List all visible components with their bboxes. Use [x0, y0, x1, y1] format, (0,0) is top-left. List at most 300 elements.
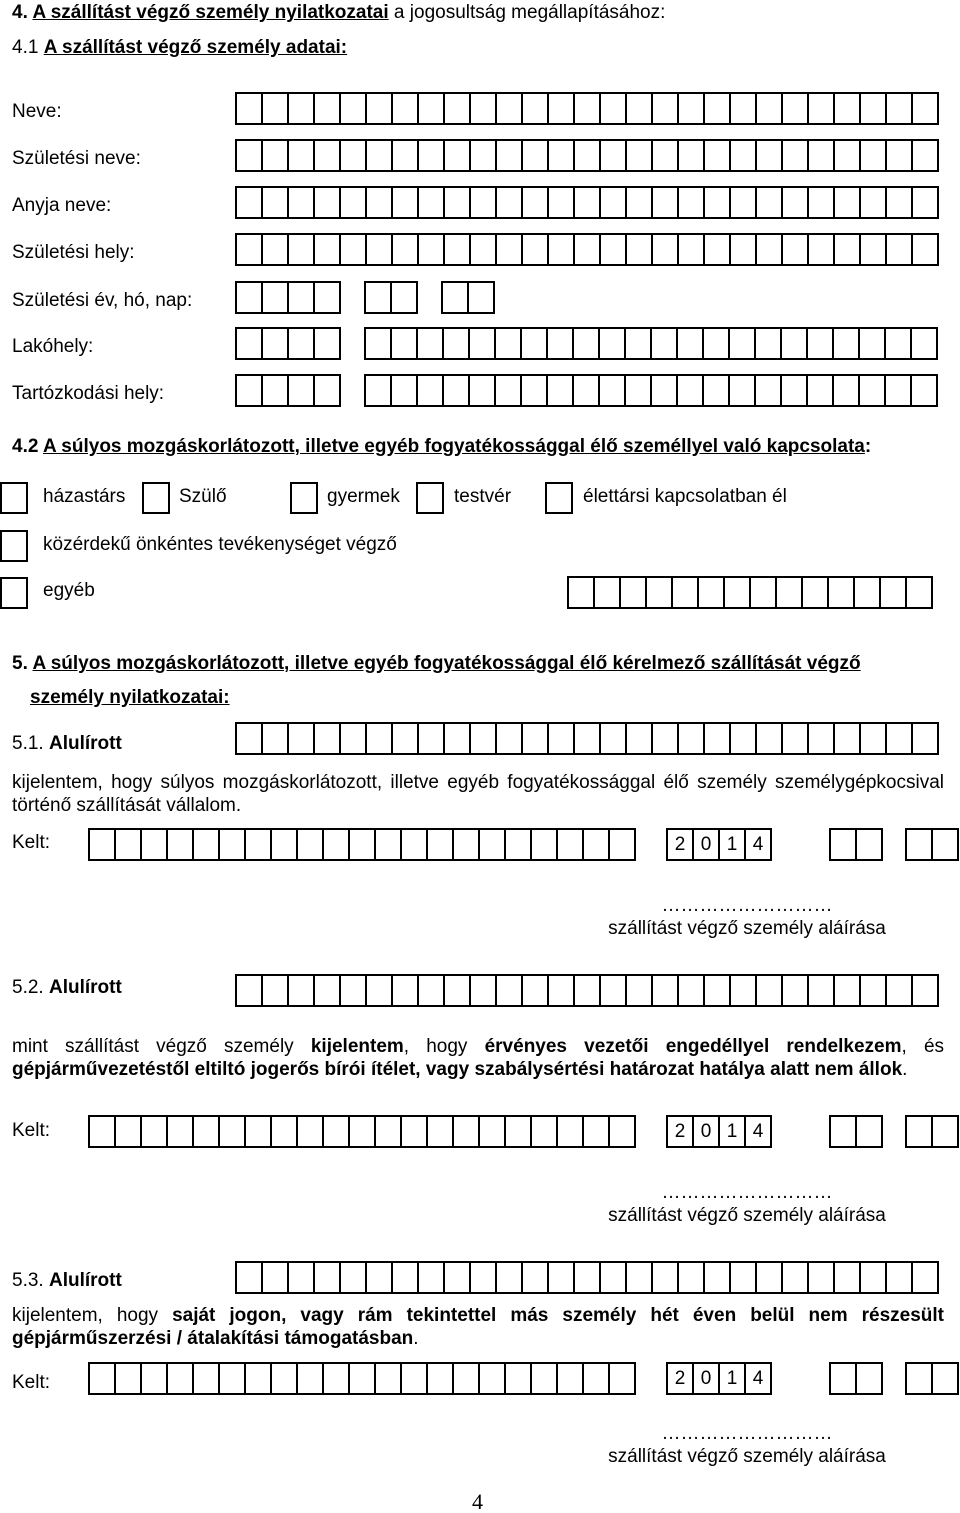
input-box-cell[interactable] — [246, 1362, 272, 1395]
input-box-cell[interactable] — [445, 139, 471, 172]
input-box-cell[interactable] — [237, 722, 263, 755]
s53-kelt-year-boxes[interactable] — [666, 1362, 772, 1395]
input-box-cell[interactable] — [272, 828, 298, 861]
input-box-cell[interactable] — [835, 1261, 861, 1294]
input-box-cell[interactable] — [549, 139, 575, 172]
input-box-cell[interactable] — [834, 374, 860, 407]
input-box-cell[interactable] — [418, 374, 444, 407]
input-box-cell[interactable] — [289, 233, 315, 266]
input-box-cell[interactable] — [731, 186, 757, 219]
input-box-cell[interactable] — [601, 186, 627, 219]
input-box-cell[interactable] — [730, 374, 756, 407]
input-box-cell[interactable] — [523, 139, 549, 172]
input-box-cell[interactable] — [392, 281, 418, 314]
input-box-cell[interactable] — [829, 576, 855, 609]
input-box-cell[interactable] — [835, 233, 861, 266]
input-box-cell[interactable] — [627, 974, 653, 1007]
input-box-cell[interactable] — [861, 92, 887, 125]
input-box-cell[interactable] — [679, 186, 705, 219]
other-relationship-input-boxes[interactable] — [567, 576, 933, 609]
input-box-cell[interactable] — [246, 1115, 272, 1148]
input-box-cell[interactable] — [532, 828, 558, 861]
s51-name-input-boxes[interactable] — [235, 722, 939, 755]
input-box-cell[interactable] — [887, 92, 913, 125]
input-box-cell[interactable] — [855, 576, 881, 609]
input-box-cell[interactable] — [610, 1362, 636, 1395]
input-box-cell[interactable] — [831, 1115, 857, 1148]
input-box-cell[interactable] — [678, 327, 704, 360]
input-box-cell[interactable] — [679, 974, 705, 1007]
input-box-cell[interactable] — [471, 233, 497, 266]
input-box-cell[interactable] — [575, 139, 601, 172]
input-box-cell[interactable] — [445, 92, 471, 125]
input-box-cell[interactable] — [263, 186, 289, 219]
input-box-cell[interactable] — [575, 722, 601, 755]
input-box-cell[interactable] — [783, 233, 809, 266]
input-box-cell[interactable] — [471, 186, 497, 219]
s53-kelt-month-boxes[interactable] — [829, 1362, 883, 1395]
input-box-cell[interactable] — [569, 576, 595, 609]
input-box-cell[interactable] — [237, 139, 263, 172]
input-box-cell[interactable] — [341, 1261, 367, 1294]
input-box-cell[interactable] — [704, 374, 730, 407]
input-box-cell[interactable] — [428, 1115, 454, 1148]
input-box-cell[interactable] — [647, 576, 673, 609]
input-box-cell[interactable] — [834, 327, 860, 360]
input-box-cell[interactable] — [549, 974, 575, 1007]
input-box-cell[interactable] — [168, 1115, 194, 1148]
input-box-cell[interactable] — [237, 281, 263, 314]
input-box-cell[interactable] — [679, 139, 705, 172]
input-box-cell[interactable] — [782, 327, 808, 360]
input-box-cell[interactable] — [679, 233, 705, 266]
input-box-cell[interactable] — [376, 1362, 402, 1395]
s53-name-input-boxes[interactable] — [235, 1261, 939, 1294]
input-box-cell[interactable] — [142, 828, 168, 861]
input-box-cell[interactable] — [913, 233, 939, 266]
input-box-cell[interactable] — [705, 722, 731, 755]
input-box-cell[interactable] — [887, 139, 913, 172]
checkbox-child[interactable] — [290, 482, 318, 514]
input-box-cell[interactable] — [263, 233, 289, 266]
input-box-cell[interactable] — [861, 233, 887, 266]
input-box-cell[interactable] — [168, 1362, 194, 1395]
checkbox-sibling[interactable] — [416, 482, 444, 514]
input-box-cell[interactable] — [809, 974, 835, 1007]
input-box-cell[interactable] — [584, 828, 610, 861]
input-box-cell[interactable] — [497, 92, 523, 125]
input-box-cell[interactable] — [194, 1362, 220, 1395]
input-box-cell[interactable] — [757, 139, 783, 172]
input-box-cell[interactable] — [584, 1362, 610, 1395]
input-box-cell[interactable] — [809, 1261, 835, 1294]
input-box-cell[interactable] — [497, 233, 523, 266]
input-box-cell[interactable] — [289, 281, 315, 314]
input-box-cell[interactable] — [444, 374, 470, 407]
input-box-cell[interactable] — [419, 233, 445, 266]
input-box-cell[interactable] — [392, 327, 418, 360]
input-box-cell[interactable] — [522, 327, 548, 360]
input-box-cell[interactable] — [601, 92, 627, 125]
input-box-cell[interactable] — [419, 139, 445, 172]
input-box-cell[interactable] — [522, 374, 548, 407]
input-box-cell[interactable] — [263, 92, 289, 125]
input-box-cell[interactable] — [116, 828, 142, 861]
input-box-cell[interactable] — [418, 327, 444, 360]
input-box-cell[interactable] — [289, 974, 315, 1007]
input-box-cell[interactable] — [445, 974, 471, 1007]
s52-kelt-place-boxes[interactable] — [88, 1115, 636, 1148]
input-box-cell[interactable] — [777, 576, 803, 609]
input-box-cell[interactable] — [831, 828, 857, 861]
input-box-cell[interactable] — [298, 1115, 324, 1148]
input-box-cell[interactable] — [933, 828, 959, 861]
input-box-cell[interactable] — [835, 186, 861, 219]
input-box-cell[interactable] — [809, 139, 835, 172]
input-box-cell[interactable] — [861, 1261, 887, 1294]
residence-zip-input-boxes[interactable] — [235, 327, 341, 360]
input-box-cell[interactable] — [679, 92, 705, 125]
input-box-cell[interactable] — [831, 1362, 857, 1395]
input-box-cell[interactable] — [835, 722, 861, 755]
input-box-cell[interactable] — [600, 374, 626, 407]
input-box-cell[interactable] — [289, 139, 315, 172]
input-box-cell[interactable] — [601, 1261, 627, 1294]
input-box-cell[interactable] — [376, 828, 402, 861]
input-box-cell[interactable] — [289, 374, 315, 407]
input-box-cell[interactable] — [626, 374, 652, 407]
input-box-cell[interactable] — [626, 327, 652, 360]
input-box-cell[interactable] — [341, 974, 367, 1007]
input-box-cell[interactable] — [341, 186, 367, 219]
input-box-cell[interactable] — [549, 722, 575, 755]
input-box-cell[interactable] — [444, 327, 470, 360]
checkbox-other[interactable] — [0, 577, 28, 609]
input-box-cell[interactable] — [756, 327, 782, 360]
input-box-cell[interactable] — [324, 1115, 350, 1148]
mother-name-input-boxes[interactable] — [235, 186, 939, 219]
input-box-cell[interactable] — [933, 1362, 959, 1395]
input-box-cell[interactable] — [809, 92, 835, 125]
input-box-cell[interactable] — [575, 186, 601, 219]
input-box-cell[interactable] — [913, 186, 939, 219]
input-box-cell[interactable] — [913, 974, 939, 1007]
input-box-cell[interactable] — [419, 974, 445, 1007]
input-box-cell[interactable] — [783, 92, 809, 125]
input-box-cell[interactable] — [887, 722, 913, 755]
input-box-cell[interactable] — [523, 186, 549, 219]
input-box-cell[interactable] — [627, 186, 653, 219]
birth-day-input-boxes[interactable] — [441, 281, 495, 314]
birth-year-input-boxes[interactable] — [235, 281, 341, 314]
input-box-cell[interactable] — [497, 722, 523, 755]
input-box-cell[interactable] — [142, 1362, 168, 1395]
input-box-cell[interactable] — [548, 327, 574, 360]
input-box-cell[interactable] — [757, 974, 783, 1007]
input-box-cell[interactable] — [315, 186, 341, 219]
input-box-cell[interactable] — [419, 92, 445, 125]
input-box-cell[interactable] — [627, 139, 653, 172]
input-box-cell[interactable] — [705, 233, 731, 266]
input-box-cell[interactable] — [595, 576, 621, 609]
input-box-cell[interactable] — [523, 92, 549, 125]
input-box-cell[interactable] — [367, 233, 393, 266]
input-box-cell[interactable] — [653, 233, 679, 266]
checkbox-spouse[interactable] — [0, 482, 28, 514]
input-box-cell[interactable] — [469, 281, 495, 314]
input-box-cell[interactable] — [913, 92, 939, 125]
input-box-cell[interactable] — [575, 974, 601, 1007]
input-box-cell[interactable] — [757, 233, 783, 266]
input-box-cell[interactable] — [731, 92, 757, 125]
input-box-cell[interactable] — [808, 374, 834, 407]
input-box-cell[interactable] — [471, 722, 497, 755]
input-box-cell[interactable] — [367, 186, 393, 219]
input-box-cell[interactable] — [315, 281, 341, 314]
input-box-cell[interactable] — [886, 327, 912, 360]
input-box-cell[interactable] — [907, 576, 933, 609]
input-box-cell[interactable] — [549, 92, 575, 125]
input-box-cell[interactable] — [315, 374, 341, 407]
input-box-cell[interactable] — [237, 374, 263, 407]
stay-address-input-boxes[interactable] — [364, 374, 938, 407]
input-box-cell[interactable] — [699, 576, 725, 609]
input-box-cell[interactable] — [470, 327, 496, 360]
input-box-cell[interactable] — [757, 92, 783, 125]
input-box-cell[interactable] — [454, 1115, 480, 1148]
input-box-cell[interactable] — [610, 828, 636, 861]
input-box-cell[interactable] — [913, 139, 939, 172]
input-box-cell[interactable] — [506, 1115, 532, 1148]
input-box-cell[interactable] — [393, 233, 419, 266]
input-box-cell[interactable] — [757, 722, 783, 755]
input-box-cell[interactable] — [907, 1362, 933, 1395]
input-box-cell[interactable] — [907, 828, 933, 861]
input-box-cell[interactable] — [523, 722, 549, 755]
input-box-cell[interactable] — [912, 327, 938, 360]
input-box-cell[interactable] — [445, 1261, 471, 1294]
input-box-cell[interactable] — [315, 1261, 341, 1294]
input-box-cell[interactable] — [341, 233, 367, 266]
input-box-cell[interactable] — [860, 327, 886, 360]
input-box-cell[interactable] — [549, 186, 575, 219]
input-box-cell[interactable] — [497, 139, 523, 172]
input-box-cell[interactable] — [272, 1362, 298, 1395]
input-box-cell[interactable] — [627, 1261, 653, 1294]
input-box-cell[interactable] — [532, 1115, 558, 1148]
input-box-cell[interactable] — [704, 327, 730, 360]
input-box-cell[interactable] — [506, 1362, 532, 1395]
s51-kelt-month-boxes[interactable] — [829, 828, 883, 861]
input-box-cell[interactable] — [523, 233, 549, 266]
birth-name-input-boxes[interactable] — [235, 139, 939, 172]
input-box-cell[interactable] — [366, 281, 392, 314]
input-box-cell[interactable] — [367, 1261, 393, 1294]
input-box-cell[interactable] — [809, 233, 835, 266]
input-box-cell[interactable] — [783, 1261, 809, 1294]
input-box-cell[interactable] — [808, 327, 834, 360]
input-box-cell[interactable] — [725, 576, 751, 609]
input-box-cell[interactable] — [887, 186, 913, 219]
checkbox-partner[interactable] — [545, 482, 573, 514]
input-box-cell[interactable] — [751, 576, 777, 609]
input-box-cell[interactable] — [263, 722, 289, 755]
input-box-cell[interactable] — [289, 92, 315, 125]
input-box-cell[interactable] — [783, 974, 809, 1007]
input-box-cell[interactable] — [496, 327, 522, 360]
input-box-cell[interactable] — [913, 1261, 939, 1294]
input-box-cell[interactable] — [731, 974, 757, 1007]
input-box-cell[interactable] — [315, 974, 341, 1007]
input-box-cell[interactable] — [757, 1261, 783, 1294]
s51-kelt-place-boxes[interactable] — [88, 828, 636, 861]
s52-kelt-month-boxes[interactable] — [829, 1115, 883, 1148]
input-box-cell[interactable] — [809, 186, 835, 219]
input-box-cell[interactable] — [393, 974, 419, 1007]
input-box-cell[interactable] — [116, 1115, 142, 1148]
input-box-cell[interactable] — [168, 828, 194, 861]
input-box-cell[interactable] — [731, 139, 757, 172]
input-box-cell[interactable] — [419, 722, 445, 755]
input-box-cell[interactable] — [289, 1261, 315, 1294]
input-box-cell[interactable] — [220, 1362, 246, 1395]
input-box-cell[interactable] — [480, 828, 506, 861]
input-box-cell[interactable] — [237, 1261, 263, 1294]
input-box-cell[interactable] — [90, 828, 116, 861]
input-box-cell[interactable] — [575, 92, 601, 125]
input-box-cell[interactable] — [757, 186, 783, 219]
input-box-cell[interactable] — [315, 327, 341, 360]
input-box-cell[interactable] — [341, 722, 367, 755]
input-box-cell[interactable] — [480, 1362, 506, 1395]
input-box-cell[interactable] — [350, 1362, 376, 1395]
input-box-cell[interactable] — [835, 92, 861, 125]
input-box-cell[interactable] — [428, 828, 454, 861]
checkbox-volunteer[interactable] — [0, 530, 28, 562]
input-box-cell[interactable] — [549, 1261, 575, 1294]
input-box-cell[interactable] — [653, 139, 679, 172]
input-box-cell[interactable] — [756, 374, 782, 407]
input-box-cell[interactable] — [350, 828, 376, 861]
input-box-cell[interactable] — [237, 233, 263, 266]
input-box-cell[interactable] — [584, 1115, 610, 1148]
input-box-cell[interactable] — [881, 576, 907, 609]
input-box-cell[interactable] — [289, 186, 315, 219]
s52-name-input-boxes[interactable] — [235, 974, 939, 1007]
input-box-cell[interactable] — [419, 1261, 445, 1294]
input-box-cell[interactable] — [272, 1115, 298, 1148]
input-box-cell[interactable] — [705, 92, 731, 125]
input-box-cell[interactable] — [601, 233, 627, 266]
input-box-cell[interactable] — [886, 374, 912, 407]
input-box-cell[interactable] — [653, 186, 679, 219]
input-box-cell[interactable] — [315, 722, 341, 755]
input-box-cell[interactable] — [298, 1362, 324, 1395]
input-box-cell[interactable] — [497, 186, 523, 219]
input-box-cell[interactable] — [887, 233, 913, 266]
input-box-cell[interactable] — [393, 92, 419, 125]
input-box-cell[interactable] — [471, 1261, 497, 1294]
input-box-cell[interactable] — [678, 374, 704, 407]
input-box-cell[interactable] — [263, 1261, 289, 1294]
input-box-cell[interactable] — [454, 1362, 480, 1395]
input-box-cell[interactable] — [857, 1115, 883, 1148]
input-box-cell[interactable] — [237, 974, 263, 1007]
checkbox-parent[interactable] — [142, 482, 170, 514]
input-box-cell[interactable] — [558, 1115, 584, 1148]
input-box-cell[interactable] — [263, 374, 289, 407]
input-box-cell[interactable] — [419, 186, 445, 219]
input-box-cell[interactable] — [237, 92, 263, 125]
s52-kelt-year-boxes[interactable] — [666, 1115, 772, 1148]
input-box-cell[interactable] — [783, 186, 809, 219]
input-box-cell[interactable] — [393, 139, 419, 172]
input-box-cell[interactable] — [246, 828, 272, 861]
input-box-cell[interactable] — [263, 974, 289, 1007]
input-box-cell[interactable] — [367, 92, 393, 125]
input-box-cell[interactable] — [237, 327, 263, 360]
input-box-cell[interactable] — [402, 1362, 428, 1395]
input-box-cell[interactable] — [142, 1115, 168, 1148]
s52-kelt-day-boxes[interactable] — [905, 1115, 959, 1148]
input-box-cell[interactable] — [324, 828, 350, 861]
input-box-cell[interactable] — [445, 233, 471, 266]
input-box-cell[interactable] — [393, 722, 419, 755]
input-box-cell[interactable] — [548, 374, 574, 407]
input-box-cell[interactable] — [402, 828, 428, 861]
input-box-cell[interactable] — [621, 576, 647, 609]
input-box-cell[interactable] — [803, 576, 829, 609]
input-box-cell[interactable] — [298, 828, 324, 861]
input-box-cell[interactable] — [673, 576, 699, 609]
input-box-cell[interactable] — [376, 1115, 402, 1148]
input-box-cell[interactable] — [600, 327, 626, 360]
birth-month-input-boxes[interactable] — [364, 281, 418, 314]
input-box-cell[interactable] — [601, 974, 627, 1007]
input-box-cell[interactable] — [783, 139, 809, 172]
input-box-cell[interactable] — [220, 1115, 246, 1148]
input-box-cell[interactable] — [575, 233, 601, 266]
input-box-cell[interactable] — [861, 974, 887, 1007]
input-box-cell[interactable] — [341, 139, 367, 172]
input-box-cell[interactable] — [809, 722, 835, 755]
input-box-cell[interactable] — [367, 722, 393, 755]
input-box-cell[interactable] — [471, 92, 497, 125]
input-box-cell[interactable] — [653, 92, 679, 125]
input-box-cell[interactable] — [912, 374, 938, 407]
input-box-cell[interactable] — [263, 281, 289, 314]
input-box-cell[interactable] — [653, 1261, 679, 1294]
input-box-cell[interactable] — [705, 974, 731, 1007]
input-box-cell[interactable] — [237, 186, 263, 219]
stay-zip-input-boxes[interactable] — [235, 374, 341, 407]
s51-kelt-year-boxes[interactable] — [666, 828, 772, 861]
input-box-cell[interactable] — [497, 974, 523, 1007]
input-box-cell[interactable] — [367, 139, 393, 172]
input-box-cell[interactable] — [574, 327, 600, 360]
input-box-cell[interactable] — [532, 1362, 558, 1395]
s51-kelt-day-boxes[interactable] — [905, 828, 959, 861]
input-box-cell[interactable] — [315, 233, 341, 266]
input-box-cell[interactable] — [480, 1115, 506, 1148]
input-box-cell[interactable] — [627, 92, 653, 125]
residence-address-input-boxes[interactable] — [364, 327, 938, 360]
input-box-cell[interactable] — [783, 722, 809, 755]
input-box-cell[interactable] — [907, 1115, 933, 1148]
input-box-cell[interactable] — [933, 1115, 959, 1148]
input-box-cell[interactable] — [627, 233, 653, 266]
input-box-cell[interactable] — [445, 722, 471, 755]
